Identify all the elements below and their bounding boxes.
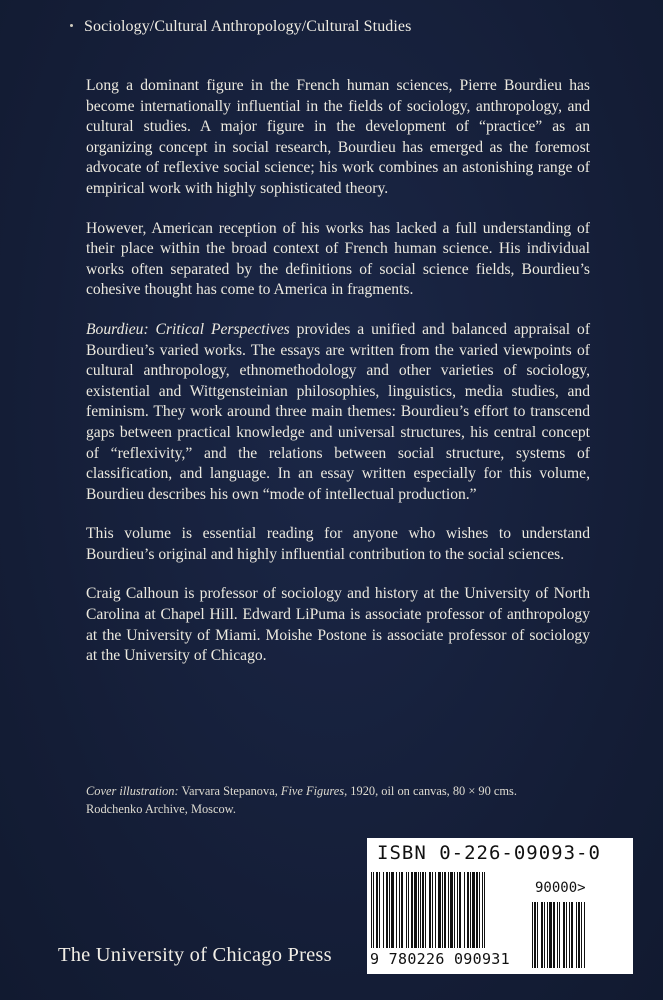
barcode-bar — [454, 872, 455, 948]
price-code: 90000> — [535, 880, 586, 896]
book-description — [86, 76, 590, 686]
barcode-bar — [571, 902, 573, 968]
barcode-bar — [537, 902, 538, 968]
credit-label: Cover illustration: — [86, 784, 179, 798]
barcode-bar — [414, 872, 417, 948]
barcode-bar — [459, 872, 461, 948]
barcode-bar — [479, 872, 480, 948]
barcode-bar — [448, 872, 449, 948]
barcode-bar — [566, 902, 567, 968]
barcode-bar — [559, 902, 560, 968]
cover-illustration-credit — [86, 782, 596, 818]
price-barcode — [532, 902, 628, 972]
barcode-bar — [484, 872, 485, 948]
barcode-bar — [432, 872, 433, 948]
barcode-bar — [457, 872, 458, 948]
barcode-bar — [418, 872, 419, 948]
barcode-bar — [438, 872, 441, 948]
barcode-bar — [442, 872, 443, 948]
barcode-bar — [444, 872, 446, 948]
paragraph-overview-text: provides a unified and balanced appraisal of Bourdieu’s varied works. The essays are written from the varied viewpoints of cultural anthropology, ethnomethodology and other varieties of sociology, existential and Wittgensteinian philosophies, linguistics, media studies, and feminism. They work around three main themes: Bourdieu’s effort to transcend gaps between practical knowledge and universal structures, his central concept of “reflexivity,” and the relations between social structure, systems of classification, and language. In an essay written especially for this volume, Bourdieu describes his own “mode of intellectual production.” — [86, 320, 591, 503]
paragraph-reception: However, American reception of his works has lacked a full understanding of their place within the broad context of French human science. His individual works often separated by the definitions of social science fields, Bourdieu’s cohesive thought has come to America in fragments. — [86, 219, 590, 299]
barcode-bar — [464, 872, 465, 948]
barcode-bar — [389, 872, 390, 948]
publisher-name: The University of Chicago Press — [58, 944, 332, 966]
credit-line-2: Rodchenko Archive, Moscow. — [86, 802, 236, 816]
barcode-bar — [482, 872, 483, 948]
barcode-bar — [425, 872, 426, 948]
credit-details: , 1920, oil on canvas, 80 × 90 cms. — [344, 784, 517, 798]
barcode-bar — [379, 872, 380, 948]
barcode-bar — [563, 902, 565, 968]
paragraph-overview — [86, 320, 590, 505]
paragraph-editors: Craig Calhoun is professor of sociology and history at the University of North Carolina at Chapel Hill. Edward LiPuma is associate professor of anthropology at the University of Miami. Moishe Postone is associate professor of sociology at the University of Chicago. — [86, 585, 590, 665]
book-title: Bourdieu: Critical Perspectives — [86, 320, 290, 338]
barcode-bar — [406, 872, 407, 948]
barcode-bar — [472, 872, 475, 948]
barcode-bar — [450, 872, 453, 948]
credit-line-1 — [86, 782, 596, 800]
barcode-bar — [383, 872, 384, 948]
barcode-bar — [411, 872, 413, 948]
barcode-bar — [408, 872, 409, 948]
ean-digits: 9 780226 090931 — [370, 950, 510, 968]
barcode-bar — [534, 902, 536, 968]
isbn-label: ISBN 0-226-09093-0 — [377, 842, 601, 864]
barcode-bar — [544, 902, 545, 968]
barcode-bar — [532, 902, 533, 968]
paragraph-recommendation: This volume is essential reading for anyone who wishes to understand Bourdieu’s original and highly influential contribution to the social sciences. — [86, 525, 590, 563]
barcode-bar — [578, 902, 580, 968]
barcode-bar — [386, 872, 388, 948]
bullet-dot — [70, 24, 73, 27]
barcode-bar — [476, 872, 478, 948]
barcode-bar — [470, 872, 471, 948]
barcode-bar — [549, 902, 552, 968]
credit-work: Five Figures — [280, 784, 345, 798]
barcode-bar — [547, 902, 548, 968]
barcode-bar — [401, 872, 403, 948]
barcode-bar — [429, 872, 431, 948]
credit-artist: Varvara Stepanova, — [178, 784, 281, 798]
barcode-bar — [376, 872, 378, 948]
barcode-bar — [541, 902, 543, 968]
barcode-bar — [581, 902, 582, 968]
barcode-bar — [435, 872, 436, 948]
barcode-bar — [399, 872, 400, 948]
barcode-bar — [584, 902, 585, 968]
barcode-bar — [422, 872, 424, 948]
barcode-bar — [420, 872, 421, 948]
barcode-bar — [391, 872, 394, 948]
barcode-bar — [467, 872, 469, 948]
barcode-bar — [576, 902, 577, 968]
barcode-bar — [553, 902, 555, 968]
barcode-bar — [371, 872, 372, 948]
barcode-bar — [396, 872, 397, 948]
barcode-bar — [569, 902, 570, 968]
ean-barcode — [371, 872, 531, 952]
barcode-bar — [557, 902, 558, 968]
subject-category: Sociology/Cultural Anthropology/Cultural Studies — [84, 18, 412, 35]
paragraph-intro: Long a dominant figure in the French human sciences, Pierre Bourdieu has become internationally influential in the fields of sociology, anthropology, and cultural studies. A major figure in the development of “practice” as an organizing concept in social research, Bourdieu has emerged as the foremost advocate of reflexive social science; his work combines an astonishing range of empirical work with highly sophisticated theory. — [86, 77, 590, 197]
barcode-bar — [373, 872, 374, 948]
